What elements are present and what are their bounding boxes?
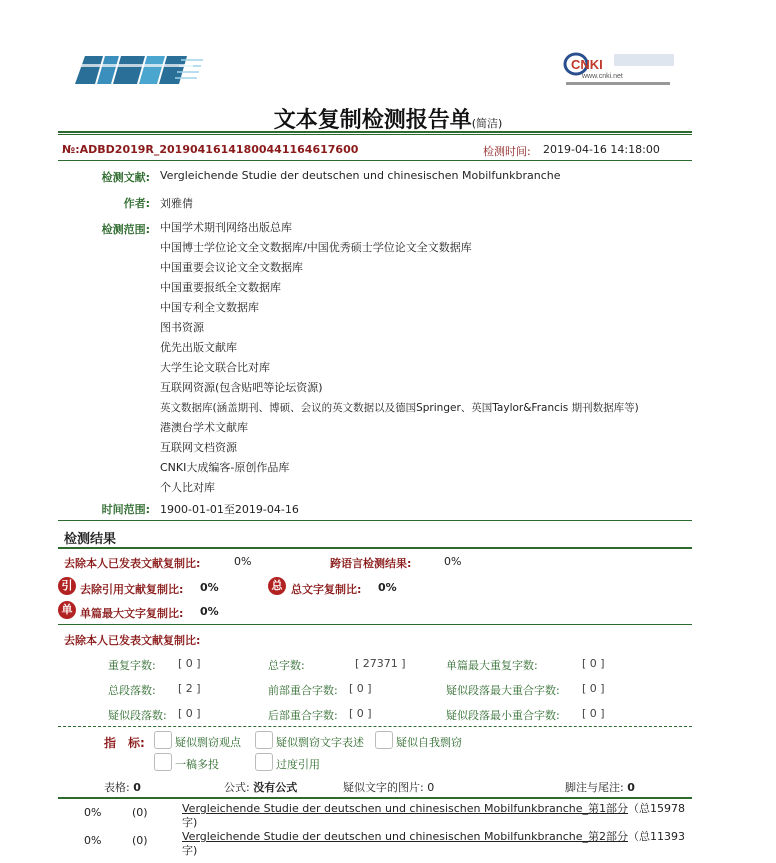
tables-value: 0: [133, 781, 141, 794]
scope-item: 中国重要会议论文全文数据库: [160, 261, 303, 274]
scope-list: [160, 218, 639, 498]
max-para-overlap-value: [ 0 ]: [582, 682, 605, 695]
total-para-value: [ 2 ]: [178, 682, 201, 695]
footnotes-label: 脚注与尾注:: [565, 781, 624, 794]
front-overlap-label: 前部重合字数:: [268, 684, 338, 697]
scope-item: 英文数据库(涵盖期刊、博硕、会议的英文数据以及德国Springer、英国Taylor&Francis 期刊数据库等): [160, 402, 639, 414]
cite-badge-icon: 引: [58, 577, 76, 595]
total-copy-value: 0%: [378, 581, 397, 594]
detail-heading: 去除本人已发表文献复制比:: [64, 634, 201, 647]
check-time-value: 2019-04-16 14:18:00: [543, 143, 660, 156]
part1-link[interactable]: Vergleichende Studie der deutschen und chinesischen Mobilfunkbranche_第1部分: [182, 802, 629, 815]
indicator-checkbox[interactable]: [154, 753, 172, 771]
min-para-overlap-label: 疑似段落最小重合字数:: [446, 709, 560, 722]
author-label: 作者:: [123, 197, 150, 210]
indicator-over-citation: 过度引用: [276, 758, 320, 771]
range-label: 时间范围:: [101, 503, 150, 516]
indicator-susp-idea: 疑似剽窃观点: [175, 736, 241, 749]
rear-overlap-value: [ 0 ]: [349, 707, 372, 720]
results-sub-rule: [58, 624, 692, 625]
formulas-value: 没有公式: [253, 781, 298, 794]
scope-item: 大学生论文联合比对库: [160, 361, 270, 374]
dup-chars-label: 重复字数:: [108, 659, 156, 672]
author-value: 刘雅倩: [160, 197, 193, 210]
single-max-label: 单篇最大文字复制比:: [80, 607, 184, 620]
title-rule: [58, 131, 692, 135]
total-chars-value: [ 27371 ]: [355, 657, 406, 670]
results-heading: 检测结果: [64, 532, 117, 547]
indicator-duplicate-submission: 一稿多投: [175, 758, 219, 771]
images-value: 0: [427, 781, 435, 794]
min-para-overlap-value: [ 0 ]: [582, 707, 605, 720]
amlc-logo: [75, 50, 205, 86]
single-max-value: 0%: [200, 605, 219, 618]
footnotes-block: [565, 779, 635, 795]
svg-text:www.cnki.net: www.cnki.net: [582, 73, 623, 80]
report-serial: №:ADBD2019R_20190416141800441164617600: [62, 143, 359, 156]
info-rule: [58, 520, 692, 521]
header-rule: [58, 160, 692, 161]
excl-cite-value: 0%: [200, 581, 219, 594]
scope-item: 港澳台学术文献库: [160, 421, 248, 434]
part1-total-suffix: 字): [182, 816, 198, 829]
scope-item: CNKI大成编客-原创作品库: [160, 461, 290, 474]
formulas-label: 公式:: [224, 781, 250, 794]
indicator-checkbox[interactable]: [375, 731, 393, 749]
detail-divider: [58, 726, 692, 727]
single-max-dup-value: [ 0 ]: [582, 657, 605, 670]
indicator-susp-wording: 疑似剽窃文字表述: [276, 736, 364, 749]
scope-item: 中国博士学位论文全文数据库/中国优秀硕士学位论文全文数据库: [160, 241, 472, 254]
indicator-self-plagiarism: 疑似自我剽窃: [396, 736, 462, 749]
indicator-checkbox[interactable]: [255, 753, 273, 771]
doc-value: Vergleichende Studie der deutschen und chinesischen Mobilfunkbranche: [160, 169, 561, 182]
part2-total: （总11393: [628, 830, 685, 843]
susp-para-value: [ 0 ]: [178, 707, 201, 720]
check-time-label: 检测时间:: [483, 145, 531, 158]
scope-item: 互联网资源(包含贴吧等论坛资源): [160, 381, 323, 394]
range-value: 1900-01-01至2019-04-16: [160, 503, 299, 516]
part2-count: (0): [132, 834, 148, 847]
part1-pct: 0%: [84, 806, 102, 819]
scope-item: 中国学术期刊网络出版总库: [160, 221, 292, 234]
results-rule: [58, 547, 692, 549]
doc-label: 检测文献:: [101, 171, 150, 184]
part1-total: （总15978: [628, 802, 685, 815]
footnotes-value: 0: [627, 781, 635, 794]
part2-link[interactable]: Vergleichende Studie der deutschen und chinesischen Mobilfunkbranche_第2部分: [182, 830, 629, 843]
dup-chars-value: [ 0 ]: [178, 657, 201, 670]
svg-text:CNKI: CNKI: [571, 57, 603, 72]
susp-para-label: 疑似段落数:: [108, 709, 167, 722]
scope-item: 图书资源: [160, 321, 204, 334]
excl-self-value: 0%: [234, 555, 252, 568]
total-badge-icon: 总: [268, 577, 286, 595]
images-label: 疑似文字的图片:: [343, 781, 424, 794]
scope-label: 检测范围:: [101, 223, 150, 236]
scope-item: 优先出版文献库: [160, 341, 237, 354]
images-block: [343, 779, 434, 795]
scope-item: 中国重要报纸全文数据库: [160, 281, 281, 294]
scope-item: 互联网文档资源: [160, 441, 237, 454]
cnki-logo: [562, 48, 682, 88]
indicator-checkbox[interactable]: [255, 731, 273, 749]
scope-item: 个人比对库: [160, 481, 215, 494]
indicator-checkbox[interactable]: [154, 731, 172, 749]
stats-rule: [58, 797, 692, 799]
indicators-label: 指 标:: [104, 736, 145, 750]
front-overlap-value: [ 0 ]: [349, 682, 372, 695]
single-max-dup-label: 单篇最大重复字数:: [446, 659, 538, 672]
scope-item: 中国专利全文数据库: [160, 301, 259, 314]
part1-count: (0): [132, 806, 148, 819]
cross-lang-value: 0%: [444, 555, 462, 568]
part2-total-suffix: 字): [182, 844, 198, 857]
total-copy-label: 总文字复制比:: [291, 583, 362, 596]
part2-pct: 0%: [84, 834, 102, 847]
max-para-overlap-label: 疑似段落最大重合字数:: [446, 684, 560, 697]
stats-row: [104, 779, 141, 795]
formulas-block: [224, 779, 297, 795]
single-badge-icon: 单: [58, 601, 76, 619]
total-chars-label: 总字数:: [268, 659, 305, 672]
cross-lang-label: 跨语言检测结果:: [330, 557, 412, 570]
tables-label: 表格:: [104, 781, 130, 794]
total-para-label: 总段落数:: [108, 684, 156, 697]
excl-cite-label: 去除引用文献复制比:: [80, 583, 184, 596]
report-title: 文本复制检测报告单(简洁): [273, 108, 503, 133]
excl-self-label: 去除本人已发表文献复制比:: [64, 557, 201, 570]
rear-overlap-label: 后部重合字数:: [268, 709, 338, 722]
